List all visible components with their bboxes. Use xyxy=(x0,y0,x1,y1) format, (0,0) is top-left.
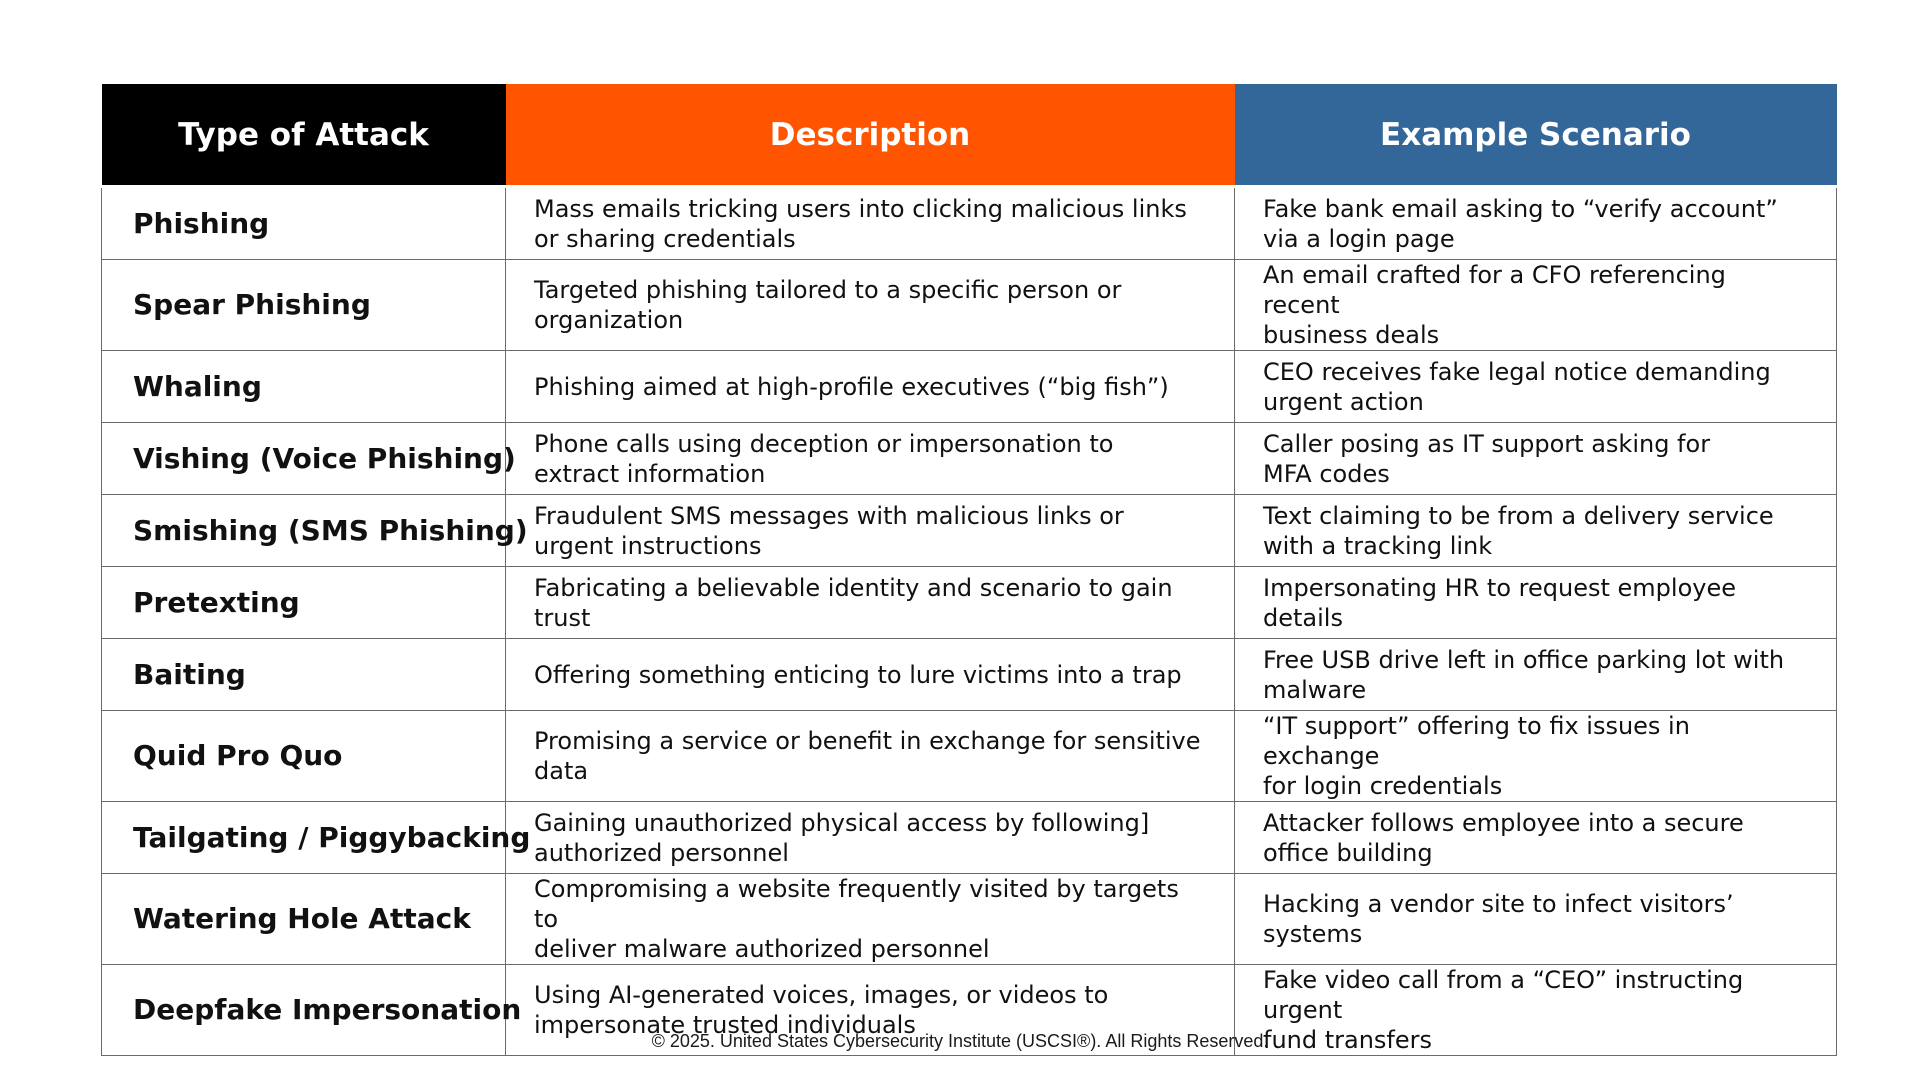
table-row xyxy=(102,639,1837,711)
header-type-of-attack: Type of Attack xyxy=(102,84,506,187)
example-cell: Fake video call from a “CEO” instructing urgent fund transfers xyxy=(1235,965,1837,1056)
attack-type-cell: Baiting xyxy=(102,639,506,711)
description-cell: Fraudulent SMS messages with malicious links or urgent instructions xyxy=(506,495,1235,567)
table-row xyxy=(102,567,1837,639)
table-row xyxy=(102,874,1837,965)
description-cell: Mass emails tricking users into clicking malicious links or sharing credentials xyxy=(506,187,1235,260)
example-cell: Attacker follows employee into a secure office building xyxy=(1235,802,1837,874)
table-row xyxy=(102,802,1837,874)
example-cell: Impersonating HR to request employee details xyxy=(1235,567,1837,639)
attack-type-cell: Watering Hole Attack xyxy=(102,874,506,965)
attack-types-table-container xyxy=(101,84,1836,1056)
attack-type-cell: Smishing (SMS Phishing) xyxy=(102,495,506,567)
copyright-footer: © 2025. United States Cybersecurity Institute (USCSI®). All Rights Reserved. xyxy=(651,1031,1269,1051)
attack-type-cell: Whaling xyxy=(102,351,506,423)
attack-type-cell: Deepfake Impersonation xyxy=(102,965,506,1056)
description-cell: Using AI-generated voices, images, or videos to impersonate trusted individuals xyxy=(506,965,1235,1056)
attack-type-cell: Tailgating / Piggybacking xyxy=(102,802,506,874)
description-cell: Fabricating a believable identity and scenario to gain trust xyxy=(506,567,1235,639)
attack-type-cell: Vishing (Voice Phishing) xyxy=(102,423,506,495)
description-cell: Offering something enticing to lure victims into a trap xyxy=(506,639,1235,711)
description-cell: Phone calls using deception or impersonation to extract information xyxy=(506,423,1235,495)
example-cell: An email crafted for a CFO referencing recent business deals xyxy=(1235,260,1837,351)
table-row xyxy=(102,423,1837,495)
table-header-row xyxy=(102,84,1837,187)
example-cell: Fake bank email asking to “verify account” via a login page xyxy=(1235,187,1837,260)
header-example-scenario: Example Scenario xyxy=(1235,84,1837,187)
example-cell: Text claiming to be from a delivery service with a tracking link xyxy=(1235,495,1837,567)
description-cell: Promising a service or benefit in exchange for sensitive data xyxy=(506,711,1235,802)
attack-type-cell: Quid Pro Quo xyxy=(102,711,506,802)
table-row xyxy=(102,187,1837,260)
table-row xyxy=(102,495,1837,567)
description-cell: Targeted phishing tailored to a specific person or organization xyxy=(506,260,1235,351)
description-cell: Compromising a website frequently visited by targets to deliver malware authorized personnel xyxy=(506,874,1235,965)
description-cell: Phishing aimed at high-profile executives (“big fish”) xyxy=(506,351,1235,423)
attack-type-cell: Spear Phishing xyxy=(102,260,506,351)
table-row xyxy=(102,711,1837,802)
description-cell: Gaining unauthorized physical access by following] authorized personnel xyxy=(506,802,1235,874)
example-cell: Hacking a vendor site to infect visitors’ systems xyxy=(1235,874,1837,965)
table-row xyxy=(102,260,1837,351)
attack-type-cell: Pretexting xyxy=(102,567,506,639)
table-row xyxy=(102,351,1837,423)
example-cell: Free USB drive left in office parking lot with malware xyxy=(1235,639,1837,711)
attack-types-table xyxy=(101,84,1837,1056)
header-description: Description xyxy=(506,84,1235,187)
example-cell: “IT support” offering to fix issues in exchange for login credentials xyxy=(1235,711,1837,802)
example-cell: CEO receives fake legal notice demanding urgent action xyxy=(1235,351,1837,423)
attack-type-cell: Phishing xyxy=(102,187,506,260)
example-cell: Caller posing as IT support asking for MFA codes xyxy=(1235,423,1837,495)
